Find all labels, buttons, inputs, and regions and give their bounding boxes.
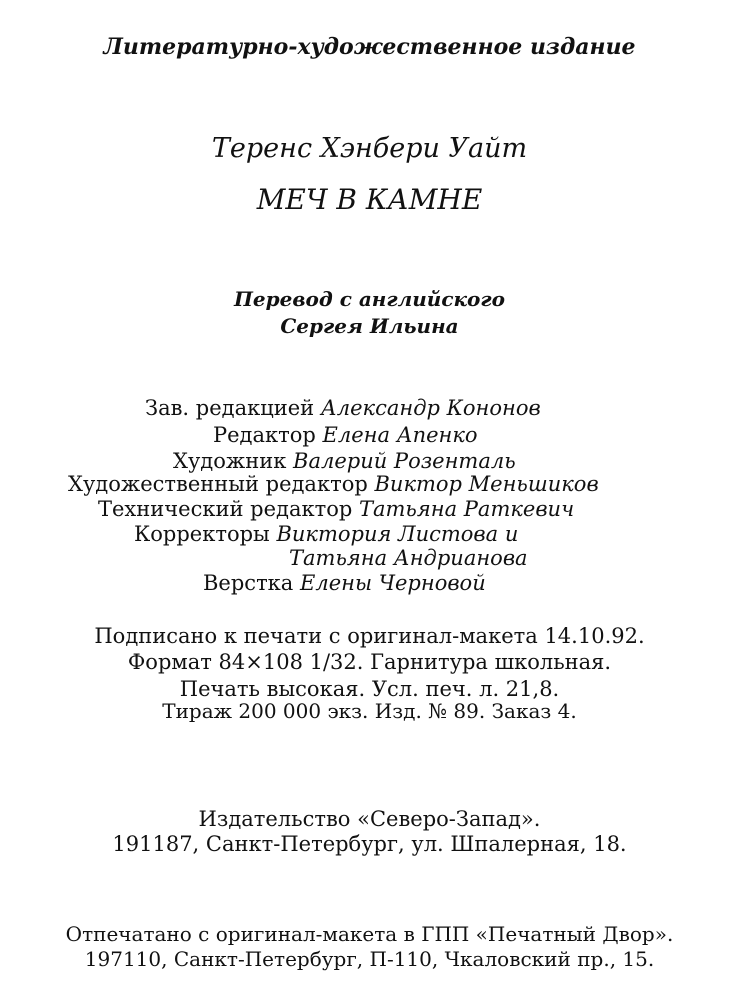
credit-person: Елена Апенко: [322, 423, 478, 447]
printer-address: 197110, Санкт-Петербург, П-110, Чкаловский пр., 15.: [84, 947, 655, 971]
credit-person: Виктор Меньшиков: [374, 472, 599, 496]
author-name: Теренс Хэнбери Уайт: [211, 133, 528, 164]
credit-role: Верстка: [203, 571, 294, 595]
credit-person: Виктория Листова и: [276, 522, 519, 546]
credit-row: [98, 499, 574, 520]
credit-role: Корректоры: [134, 522, 270, 546]
translation-credit: Перевод с английского: [234, 287, 505, 311]
edition-type: Литературно-художественное издание: [103, 34, 636, 60]
credit-role: Зав. редакцией: [145, 396, 315, 420]
translator-name: Сергея Ильина: [280, 314, 459, 338]
credit-role: Художественный редактор: [68, 472, 368, 496]
print-info-line: Тираж 200 000 экз. Изд. № 89. Заказ 4.: [162, 699, 577, 723]
credit-row: [213, 425, 478, 446]
book-title: МЕЧ В КАМНЕ: [256, 183, 483, 216]
print-info-line: Подписано к печати с оригинал-макета 14.10.92.: [94, 624, 645, 648]
credit-role: Редактор: [213, 423, 316, 447]
credit-row: [289, 548, 528, 569]
credit-person: Татьяна Раткевич: [358, 497, 575, 521]
credit-row: [173, 451, 516, 472]
credit-role: Художник: [173, 449, 287, 473]
credit-person: Татьяна Андрианова: [289, 546, 528, 570]
credit-person: Валерий Розенталь: [293, 449, 516, 473]
print-info-line: Печать высокая. Усл. печ. л. 21,8.: [179, 677, 560, 701]
credit-row: [145, 398, 541, 419]
credit-person: Елены Черновой: [300, 571, 486, 595]
print-info-line: Формат 84×108 1/32. Гарнитура школьная.: [127, 650, 612, 674]
credit-role: Технический редактор: [98, 497, 353, 521]
publisher-name: Издательство «Северо-Запад».: [198, 807, 541, 831]
credit-row: [68, 474, 599, 495]
printer-name: Отпечатано с оригинал-макета в ГПП «Печатный Двор».: [65, 922, 674, 946]
credit-row: [203, 573, 486, 594]
publisher-address: 191187, Санкт-Петербург, ул. Шпалерная, 18.: [112, 832, 627, 856]
credit-row: [134, 524, 518, 545]
credit-person: Александр Кононов: [320, 396, 541, 420]
